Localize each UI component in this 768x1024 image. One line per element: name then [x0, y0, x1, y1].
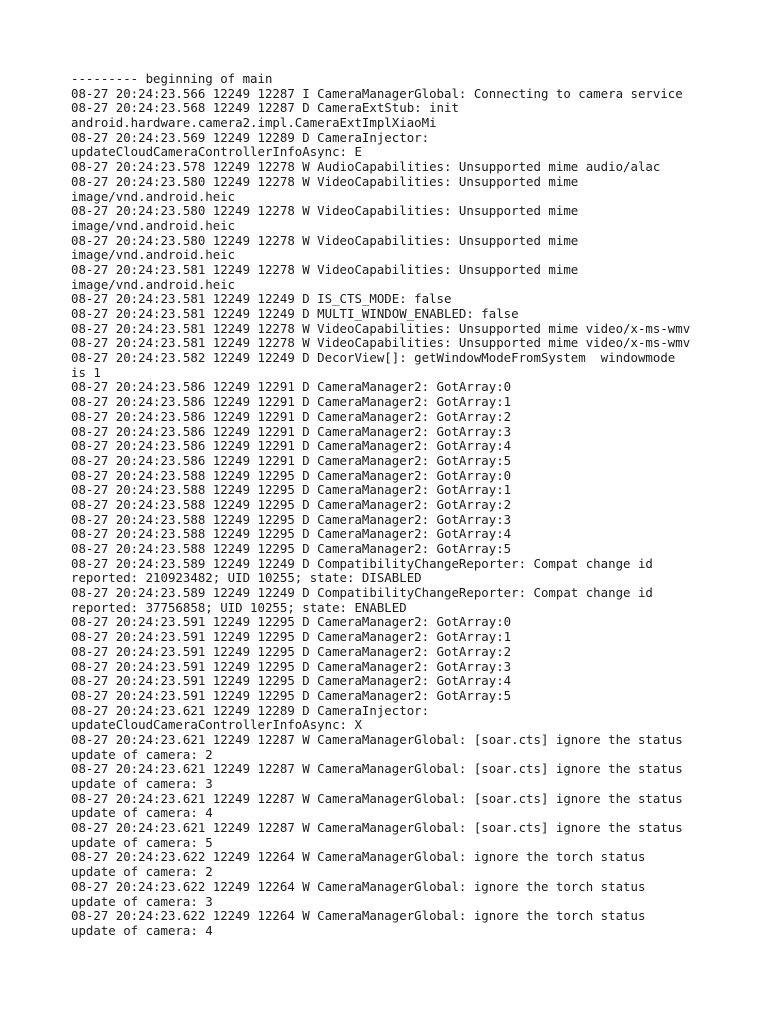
- log-line: 08-27 20:24:23.580 12249 12278 W VideoCapabilities: Unsupported mime: [71, 232, 579, 248]
- log-line: android.hardware.camera2.impl.CameraExtImplXiaoMi: [71, 115, 437, 131]
- log-line: 08-27 20:24:23.581 12249 12278 W VideoCapabilities: Unsupported mime video/x-ms-wmv: [71, 320, 691, 336]
- log-line: update of camera: 3: [71, 893, 213, 909]
- log-line: 08-27 20:24:23.580 12249 12278 W VideoCapabilities: Unsupported mime: [71, 203, 579, 219]
- log-line: 08-27 20:24:23.580 12249 12278 W VideoCapabilities: Unsupported mime: [71, 173, 579, 189]
- log-line: update of camera: 2: [71, 864, 213, 880]
- log-line: update of camera: 2: [71, 746, 213, 762]
- log-line: 08-27 20:24:23.622 12249 12264 W CameraManagerGlobal: ignore the torch status: [71, 849, 646, 865]
- log-line: 08-27 20:24:23.621 12249 12287 W CameraManagerGlobal: [soar.cts] ignore the status: [71, 761, 683, 777]
- log-line: update of camera: 4: [71, 922, 213, 938]
- log-line: 08-27 20:24:23.591 12249 12295 D CameraManager2: GotArray:1: [71, 629, 512, 645]
- log-line: 08-27 20:24:23.589 12249 12249 D CompatibilityChangeReporter: Compat change id: [71, 585, 653, 601]
- log-line: 08-27 20:24:23.586 12249 12291 D CameraManager2: GotArray:1: [71, 394, 512, 410]
- log-line: 08-27 20:24:23.586 12249 12291 D CameraManager2: GotArray:2: [71, 408, 512, 424]
- log-line: 08-27 20:24:23.581 12249 12278 W VideoCapabilities: Unsupported mime video/x-ms-wmv: [71, 335, 691, 351]
- log-line: 08-27 20:24:23.621 12249 12287 W CameraManagerGlobal: [soar.cts] ignore the status: [71, 731, 683, 747]
- log-line: 08-27 20:24:23.586 12249 12291 D CameraManager2: GotArray:5: [71, 452, 512, 468]
- log-line: image/vnd.android.heic: [71, 247, 236, 263]
- log-line: 08-27 20:24:23.568 12249 12287 D CameraExtStub: init: [71, 100, 459, 116]
- log-line: 08-27 20:24:23.588 12249 12295 D CameraManager2: GotArray:1: [71, 482, 512, 498]
- log-line: 08-27 20:24:23.621 12249 12287 W CameraManagerGlobal: [soar.cts] ignore the status: [71, 820, 683, 836]
- log-line: 08-27 20:24:23.621 12249 12289 D CameraInjector:: [71, 702, 430, 718]
- log-line: 08-27 20:24:23.591 12249 12295 D CameraManager2: GotArray:0: [71, 614, 512, 630]
- log-line: 08-27 20:24:23.622 12249 12264 W CameraManagerGlobal: ignore the torch status: [71, 908, 646, 924]
- log-line: 08-27 20:24:23.622 12249 12264 W CameraManagerGlobal: ignore the torch status: [71, 878, 646, 894]
- log-line: 08-27 20:24:23.581 12249 12249 D MULTI_WINDOW_ENABLED: false: [71, 306, 519, 321]
- log-line: --------- beginning of main: [71, 71, 273, 86]
- log-line: 08-27 20:24:23.621 12249 12287 W CameraManagerGlobal: [soar.cts] ignore the status: [71, 790, 683, 806]
- log-line: 08-27 20:24:23.588 12249 12295 D CameraManager2: GotArray:0: [71, 467, 512, 483]
- log-line: updateCloudCameraControllerInfoAsync: X: [71, 717, 362, 733]
- log-line: 08-27 20:24:23.588 12249 12295 D CameraManager2: GotArray:2: [71, 496, 512, 512]
- log-line: 08-27 20:24:23.591 12249 12295 D CameraManager2: GotArray:2: [71, 643, 512, 659]
- log-line: 08-27 20:24:23.566 12249 12287 I CameraManagerGlobal: Connecting to camera service: [71, 85, 683, 101]
- log-line: update of camera: 4: [71, 805, 213, 821]
- log-line: reported: 210923482; UID 10255; state: DISABLED: [71, 570, 422, 586]
- log-line: image/vnd.android.heic: [71, 276, 236, 292]
- log-line: 08-27 20:24:23.589 12249 12249 D CompatibilityChangeReporter: Compat change id: [71, 555, 653, 571]
- log-line: 08-27 20:24:23.581 12249 12249 D IS_CTS_MODE: false: [71, 291, 452, 307]
- log-line: 08-27 20:24:23.586 12249 12291 D CameraManager2: GotArray:4: [71, 438, 512, 454]
- log-line: image/vnd.android.heic: [71, 188, 236, 204]
- log-line: 08-27 20:24:23.588 12249 12295 D CameraManager2: GotArray:4: [71, 526, 512, 542]
- log-line: 08-27 20:24:23.591 12249 12295 D CameraManager2: GotArray:3: [71, 658, 512, 674]
- log-line: updateCloudCameraControllerInfoAsync: E: [71, 144, 362, 160]
- log-line: update of camera: 5: [71, 834, 213, 850]
- log-line: image/vnd.android.heic: [71, 217, 236, 233]
- log-text-block: [71, 72, 731, 939]
- log-line: 08-27 20:24:23.581 12249 12278 W VideoCapabilities: Unsupported mime: [71, 261, 579, 277]
- log-line: 08-27 20:24:23.588 12249 12295 D CameraManager2: GotArray:5: [71, 541, 512, 556]
- log-line: 08-27 20:24:23.569 12249 12289 D CameraInjector:: [71, 129, 430, 145]
- log-line: is 1: [71, 364, 101, 380]
- log-line: reported: 37756858; UID 10255; state: ENABLED: [71, 599, 407, 615]
- log-line: 08-27 20:24:23.591 12249 12295 D CameraManager2: GotArray:5: [71, 687, 512, 703]
- log-line: 08-27 20:24:23.591 12249 12295 D CameraManager2: GotArray:4: [71, 673, 512, 689]
- log-line: 08-27 20:24:23.588 12249 12295 D CameraManager2: GotArray:3: [71, 511, 512, 527]
- log-line: 08-27 20:24:23.586 12249 12291 D CameraManager2: GotArray:3: [71, 423, 512, 439]
- log-line: 08-27 20:24:23.586 12249 12291 D CameraManager2: GotArray:0: [71, 379, 512, 395]
- log-line: update of camera: 3: [71, 776, 213, 791]
- log-line: 08-27 20:24:23.582 12249 12249 D DecorView[]: getWindowModeFromSystem windowmode: [71, 350, 676, 366]
- log-line: 08-27 20:24:23.578 12249 12278 W AudioCapabilities: Unsupported mime audio/alac: [71, 159, 661, 175]
